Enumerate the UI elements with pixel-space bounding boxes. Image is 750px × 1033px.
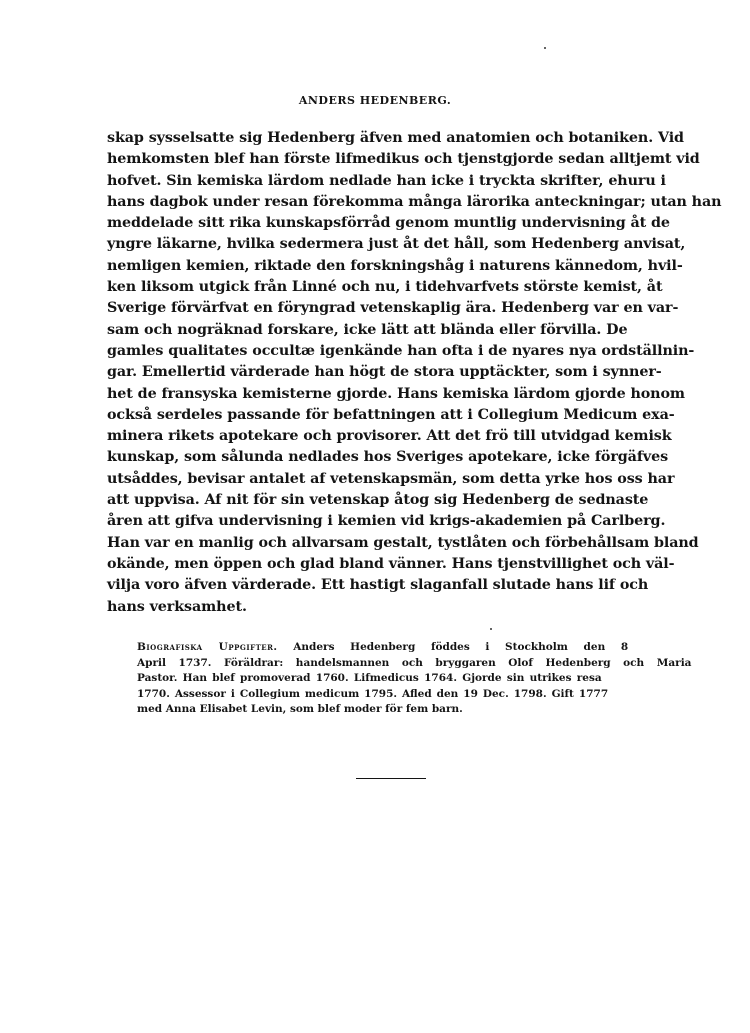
running-header: ANDERS HEDENBERG. — [298, 94, 452, 107]
body-line: meddelade sitt rika kunskapsförråd genom muntlig undervisning åt de — [107, 215, 670, 232]
note-line: med Anna Elisabet Levin, som blef moder för fem barn. — [137, 703, 463, 715]
paper-speck — [490, 628, 492, 630]
body-line: hemkomsten blef han förste lifmedikus och tjenstgjorde sedan alltjemt vid — [107, 151, 700, 168]
body-line: het de fransyska kemisterne gjorde. Hans kemiska lärdom gjorde honom — [107, 385, 685, 402]
body-line: Sverige förvärfvat en föryngrad vetenskaplig ära. Hedenberg var en var- — [107, 300, 679, 317]
body-line: Han var en manlig och allvarsam gestalt, tystlåten och förbehållsam bland — [107, 534, 699, 551]
body-line: sam och nogräknad forskare, icke lätt att blända eller förvilla. De — [107, 321, 628, 338]
body-line: hans dagbok under resan förekomma många lärorika anteckningar; utan han — [107, 193, 722, 210]
body-line: minera rikets apotekare och provisorer. Att det frö till utvidgad kemisk — [107, 428, 672, 445]
note-line: 1770. Assessor i Collegium medicum 1795. Afled den 19 Dec. 1798. Gift 1777 — [137, 687, 609, 700]
body-line: också serdeles passande för befattningen att i Collegium Medicum exa- — [107, 406, 675, 423]
body-line: gamles qualitates occultæ igenkände han ofta i de nyares nya ordställnin- — [107, 342, 695, 359]
paper-speck — [544, 47, 546, 49]
body-line: okände, men öppen och glad bland vänner. Hans tjenstvillighet och väl- — [107, 555, 675, 572]
body-line: hans verksamhet. — [107, 598, 247, 615]
biographical-note — [137, 640, 692, 718]
note-line-text: Anders Hedenberg föddes i Stockholm den 8 — [277, 641, 629, 653]
body-line: utsåddes, bevisar antalet af vetenskapsmän, som detta yrke hos oss har — [107, 470, 675, 487]
body-line: ken liksom utgick från Linné och nu, i tidehvarfvets störste kemist, åt — [107, 279, 663, 296]
body-line: yngre läkarne, hvilka sedermera just åt det håll, som Hedenberg anvisat, — [107, 236, 686, 253]
body-line: nemligen kemien, riktade den forskningshåg i naturens kännedom, hvil- — [107, 257, 683, 274]
body-line: att uppvisa. Af nit för sin vetenskap åtog sig Hedenberg de sednaste — [107, 492, 649, 509]
body-line: gar. Emellertid värderade han högt de stora upptäckter, som i synner- — [107, 364, 662, 381]
note-line: Pastor. Han blef promoverad 1760. Lifmedicus 1764. Gjorde sin utrikes resa — [137, 672, 602, 684]
body-line: skap sysselsatte sig Hedenberg äfven med anatomien och botaniken. Vid — [107, 130, 684, 146]
end-rule — [356, 778, 426, 780]
note-label: Biografiska Uppgifter. — [137, 641, 278, 653]
body-line: hofvet. Sin kemiska lärdom nedlade han icke i tryckta skrifter, ehuru i — [107, 172, 666, 189]
note-line — [137, 640, 692, 656]
note-line: April 1737. Föräldrar: handelsmannen och bryggaren Olof Hedenberg och Maria — [137, 656, 692, 669]
body-line: vilja voro äfven värderade. Ett hastigt slaganfall slutade hans lif och — [107, 577, 649, 594]
body-line: kunskap, som sålunda nedlades hos Sveriges apotekare, icke förgäfves — [107, 449, 669, 466]
body-line: åren att gifva undervisning i kemien vid krigs-akademien på Carlberg. — [107, 513, 666, 530]
body-text — [107, 128, 721, 618]
